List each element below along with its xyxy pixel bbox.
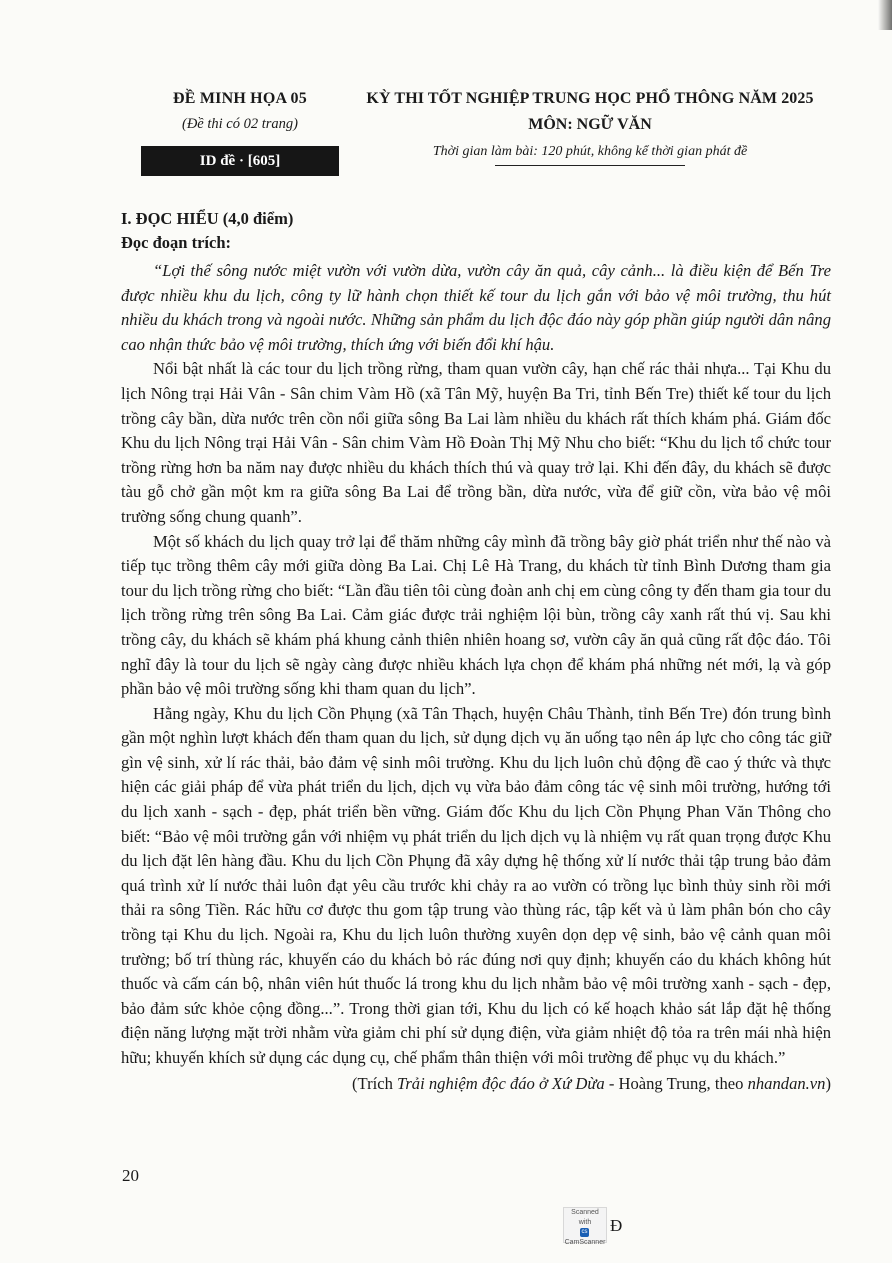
source-prefix: (Trích: [352, 1073, 398, 1093]
subject-title: MÔN: NGỮ VĂN: [528, 116, 652, 133]
page-number: 20: [122, 1166, 139, 1185]
time-note: Thời gian làm bài: 120 phút, không kể thời gian phát đề: [432, 144, 748, 159]
scanner-line2: CamScanner: [564, 1239, 606, 1247]
excerpt-source: [121, 1071, 831, 1097]
header-rule: [495, 165, 685, 166]
excerpt-paragraph: Một số khách du lịch quay trở lại để thăm những cây mình đã trồng bây giờ phát triển như thế nào và tiếp tục trồng thêm cây mới giữa dòng Ba Lai. Chị Lê Hà Trang, du khách từ tỉnh Bình Dương tham gia tour du lịch trồng rừng cho biết: “Lần đầu tiên tôi cùng đoàn anh chị em cùng công ty đến tham gia tour du lịch trồng rừng trên sông Ba Lai. Cảm giác được trải nghiệm lội bùn, trồng cây xanh rất thú vị. Sau khi trồng cây, du khách sẽ khám phá khung cảnh thiên nhiên hoang sơ, vườn cây ăn quả cũng rất độc đáo. Tôi nghĩ đây là tour du lịch sẽ ngày càng được nhiều khách lựa chọn để khám phá những nét mới, lạ và góp phần bảo vệ môi trường sống khi tham quan du lịch”.: [121, 531, 831, 699]
camscanner-logo-icon: cs: [581, 1229, 588, 1235]
trailing-mark: Đ: [610, 1216, 623, 1235]
excerpt-paragraph: Nổi bật nhất là các tour du lịch trồng rừng, tham quan vườn cây, hạn chế rác thải nhựa... Tại Khu du lịch Nông trại Hải Vân - Sân chim Vàm Hồ (xã Tân Mỹ, huyện Ba Tri, tỉnh Bến Tre) thiết kế tour du lịch trồng cây bần, dừa nước trên cồn nổi giữa sông Ba Lai làm nhiều du khách rất thích khám phá. Giám đốc Khu du lịch Nông trại Hải Vân - Sân chim Vàm Hồ Đoàn Thị Mỹ Nhu cho biết: “Khu du lịch tổ chức tour trồng rừng hơn ba năm nay được nhiều du khách thích thú và quay trở lại. Khi đến đây, du khách sẽ được tàu gỗ chở gần một km ra giữa sông Ba Lai để trồng bần, dừa nước, vừa để giữ cồn, vừa bảo vệ môi trường sống chung quanh”.: [121, 359, 831, 526]
source-work-title: Trải nghiệm độc đáo ở Xứ Dừa: [397, 1073, 605, 1093]
camscanner-watermark: [563, 1207, 607, 1247]
exam-code-block: [140, 90, 340, 133]
exam-code: ĐỀ MINH HỌA 05: [173, 90, 307, 107]
scanner-line1: Scanned with: [571, 1209, 599, 1226]
page-edge-shadow: [878, 0, 892, 30]
source-site: nhandan.vn: [747, 1073, 826, 1093]
exam-title: KỲ THI TỐT NGHIỆP TRUNG HỌC PHỔ THÔNG NĂM 2025: [366, 90, 814, 107]
source-middle: - Hoàng Trung, theo: [604, 1073, 748, 1093]
source-suffix: ): [825, 1073, 831, 1093]
pages-note: (Đề thi có 02 trang): [182, 116, 298, 132]
excerpt-paragraph: “Lợi thế sông nước miệt vườn với vườn dừa, vườn cây ăn quả, cây cảnh... là điều kiện để Bến Tre được nhiều khu du lịch, công ty lữ hành chọn thiết kế tour du lịch gắn với bảo vệ môi trường, thu hút nhiều du khách trong và ngoài nước. Những sản phẩm du lịch độc đáo này góp phần giúp người dân nâng cao nhận thức bảo vệ môi trường, thích ứng với biến đổi khí hậu.: [121, 261, 831, 354]
section-subtitle: Đọc đoạn trích:: [121, 233, 231, 252]
section-title: I. ĐỌC HIỂU (4,0 điểm): [121, 209, 294, 228]
exam-id-badge: ID đề · [605]: [141, 146, 339, 176]
excerpt-paragraph: Hằng ngày, Khu du lịch Cồn Phụng (xã Tân Thạch, huyện Châu Thành, tỉnh Bến Tre) đón trung bình gần một nghìn lượt khách đến tham quan du lịch, sử dụng dịch vụ ăn uống tạo nên áp lực cho công tác giữ gìn vệ sinh, xử lí rác thải, bảo đảm vệ sinh môi trường. Khu du lịch luôn chủ động đề cao ý thức và thực hiện các giải pháp để vừa phát triển du lịch, dịch vụ vừa bảo đảm công tác vệ sinh môi trường, hướng tới du lịch xanh - sạch - đẹp, phát triển bền vững. Giám đốc Khu du lịch Cồn Phụng Phan Văn Thông cho biết: “Bảo vệ môi trường gắn với nhiệm vụ phát triển du lịch dịch vụ là nhiệm vụ rất quan trọng được Khu du lịch đặt lên hàng đầu. Khu du lịch Cồn Phụng đã xây dựng hệ thống xử lí nước thải tập trung bảo đảm quá trình xử lí nước thải luôn đạt yêu cầu trước khi chảy ra ao vườn có trồng lục bình thủy sinh rồi mới thải ra sông Tiền. Rác hữu cơ được thu gom tập trung vào thùng rác, tập kết và ủ làm phân bón cho cây trồng tại Khu du lịch. Ngoài ra, Khu du lịch luôn thường xuyên dọn dẹp vệ sinh, bảo vệ cảnh quan môi trường; bố trí thùng rác, khuyến cáo du khách bỏ rác đúng nơi quy định; khuyến cáo du khách không hút thuốc và cấm cán bộ, nhân viên hút thuốc lá trong khu du lịch nhằm bảo vệ môi trường xanh - sạch - đẹp, bảo đảm sức khỏe cộng đồng...”. Trong thời gian tới, Khu du lịch có kế hoạch khảo sát lắp đặt hệ thống điện năng lượng mặt trời nhằm vừa giảm chi phí sử dụng điện, vừa giảm nhiệt độ tỏa ra trên mái nhà hiện hữu; khuyến khích sử dụng các dụng cụ, chế phẩm thân thiện với môi trường để phục vụ du khách.”: [121, 703, 831, 1067]
exam-title-block: [360, 90, 820, 166]
reading-section: [121, 207, 831, 1097]
